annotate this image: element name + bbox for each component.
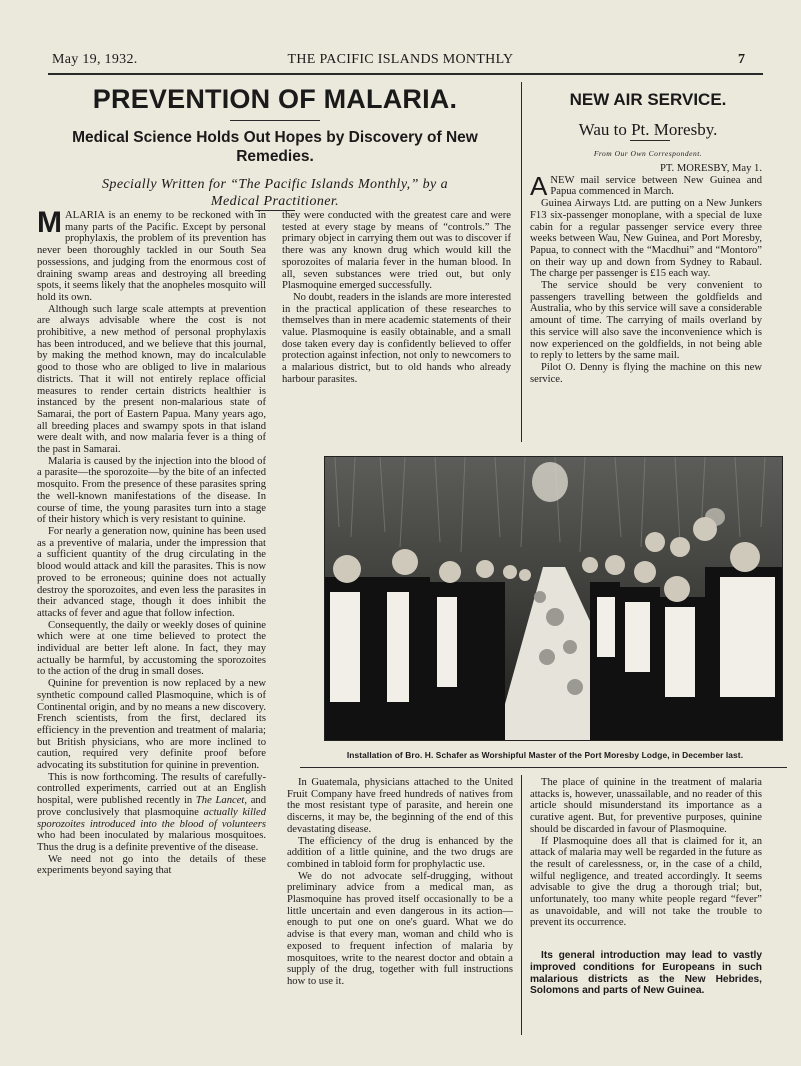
concluding-paragraph: Its general introduction may lead to vastly improved conditions for Europeans in such malarious districts as the New Hebrides, Solomons and parts of New Guinea. bbox=[530, 950, 762, 997]
malaria-column-2 bbox=[282, 210, 511, 438]
malaria-column-4 bbox=[530, 777, 762, 927]
page-number: 7 bbox=[738, 52, 746, 67]
malaria-column-1 bbox=[37, 210, 266, 1042]
drop-cap: M bbox=[37, 210, 62, 239]
header-rule bbox=[48, 73, 763, 75]
paragraph: The service should be very convenient to passengers travelling between the goldfields and Australia, who by this service will save a considerable amount of time. The carrying of mails overland by this service will also save the inconvenience which is now experienced on the goldfields, in not being able to reply to letters by the same mail. bbox=[530, 280, 762, 362]
paragraph: Quinine for prevention is now replaced by a new synthetic compound called Plasmoquine, which is of Continental origin, and by no means a new discovery. French scientists, from the first, declared its efficiency in the prevention and treatment of malaria; but British physicians, who are more inclined to caution, required very definite proof before advocating its substitution for quinine in prevention. bbox=[37, 678, 266, 772]
paragraph: Malaria is caused by the injection into the blood of a parasite—the sporozoite—by the bite of an infected mosquito. From the presence of these parasites spring the well-known manifestations of the disease. In course of time, the young parasites turn into a stage of their history which is very resistant to quinine. bbox=[37, 455, 266, 526]
correspondent-credit: From Our Own Correspondent. bbox=[593, 149, 703, 158]
paragraph: We need not go into the details of these experiments beyond saying that bbox=[37, 853, 266, 877]
byline-line: Specially Written for “The Pacific Islands Monthly,” by a bbox=[102, 177, 448, 192]
paragraph-text: , and prove conclusively that plasmoquine bbox=[37, 795, 266, 818]
caption-rule bbox=[300, 767, 787, 768]
paragraph: For nearly a generation now, quinine has been used as a preventive of malaria, under the impression that a sufficient quantity of the drug circulating in the blood would attack and kill the parasites. This is now proved to be erroneous; quinine does not actually destroy the sporozoites, and even less the parasites in their advanced stage, though it does inhibit the attacks of fever and ague that follow infection. bbox=[37, 525, 266, 619]
air-article-body bbox=[530, 163, 762, 438]
paragraph bbox=[37, 210, 266, 304]
issue-date: May 19, 1932. bbox=[52, 52, 138, 67]
subtitle-line: Medical Science Holds Out Hopes by Discovery of New bbox=[72, 129, 478, 146]
lodge-installation-photo bbox=[324, 456, 783, 741]
byline-line: Medical Practitioner. bbox=[210, 194, 340, 209]
photo-caption: Installation of Bro. H. Schafer as Worshipful Master of the Port Moresby Lodge, in December last. bbox=[346, 750, 744, 760]
subtitle-line: Remedies. bbox=[236, 148, 314, 165]
paragraph: In Guatemala, physicians attached to the United Fruit Company have freed hundreds of natives from the most resistant type of parasite, and herein one discerns, it may be, the beginning of the end of this devastating disease. bbox=[287, 777, 513, 835]
paragraph: We do not advocate self-drugging, without preliminary advice from a medical man, as Plasmoquine has proved itself occasionally to be a little uncertain and even dangerous in its action—enough to put one on one's guard. What we do advise is that every man, woman and child who is exposed to frequent infection of malaria by mosquitoes, write to the nearest doctor and obtain a supply of the drug, together with full instructions how to use it. bbox=[287, 870, 513, 987]
column-divider-bottom bbox=[521, 775, 522, 1035]
paragraph: The efficiency of the drug is enhanced by the addition of a little quinine, and the two drugs are combined in tabloid form for prophylactic use. bbox=[287, 835, 513, 870]
air-article-title: NEW AIR SERVICE. bbox=[569, 90, 727, 109]
article-title: PREVENTION OF MALARIA. bbox=[92, 84, 458, 114]
drop-cap: A bbox=[530, 170, 548, 201]
paragraph: they were conducted with the greatest care and were tested at every stage by means of “controls.” The primary object in carrying them out was to discover if there was any known drug which would kill the sporozoites of malaria fever in the human blood. In all, seven substances were tried out, but only Plasmoquine emerged successfully. bbox=[282, 210, 511, 292]
paragraph: Consequently, the daily or weekly doses of quinine which were at one time believed to protect the individual are better left alone. In fact, they may actually be harmful, by accustoming the sporozoites to the action of the drug in small doses. bbox=[37, 619, 266, 678]
photo-illustration bbox=[325, 457, 782, 740]
paragraph: Although such large scale attempts at prevention are always advisable where the cost is not prohibitive, a new method of personal prophylaxis has been introduced, and we believe that this journal, by making the method known, may do incalculable good to those who are obliged to live in malarious districts. That it will not entirely replace official measures to render certain districts healthier is instanced by the present non-malarious state of Samarai, the port of Eastern Papua. Many years ago, all breeding places and swampy spots in that island were dealt with, and now malaria fever is a thing of the past in Samarai. bbox=[37, 303, 266, 456]
paragraph: Pilot O. Denny is flying the machine on this new service. bbox=[530, 361, 762, 385]
dateline: PT. MORESBY, May 1. bbox=[659, 163, 762, 174]
paragraph: Guinea Airways Ltd. are putting on a New Junkers F13 six-passenger monoplane, with a special de luxe cabin for a regular passenger service every three weeks between Wau, New Guinea, and Port Moresby, Papua, to connect with the “Macdhui” and “Montoro” on their way up and down from Sydney to Rabaul. The charge per passenger is £15 each way. bbox=[530, 198, 762, 280]
malaria-column-3 bbox=[287, 777, 513, 1039]
paragraph-text: ALARIA is an enemy to be reckoned with in many parts of the Pacific. Except by personal prophylaxis, the problem of its prevention has never been thoroughly tackled in our South Sea possessions, and judging from the enormous cost of draining swamp areas and destroying all breeding spots, it seems likely that the anopheles mosquito will hold its own. bbox=[37, 210, 266, 303]
article-subtitle bbox=[40, 128, 510, 166]
paragraph: If Plasmoquine does all that is claimed for it, an attack of malaria may well be regarded in the future as the result of carelessness, or, in the case of a child, wilful negligence, and treated accordingly. It seems advisable to give the drug a thorough trial; but, unfortunately, too many white people regard “fever” as unavoidable, and will not take the trouble to prevent its occurrence. bbox=[530, 835, 762, 927]
paragraph: No doubt, readers in the islands are more interested in the practical application of these researches to themselves than in mere academic statements of their value. Plasmoquine is easily obtainable, and a small dose taken every day is confidently believed to offer protection against infection, not only to newcomers to a malarious district, but to old hands who already harbour parasites. bbox=[282, 291, 511, 385]
paragraph: The place of quinine in the treatment of malaria attacks is, however, unassailable, and no reader of this article should misunderstand its importance as a curative agent. But, for preventive purposes, quinine should be discarded in favour of Plasmoquine. bbox=[530, 777, 762, 835]
paragraph bbox=[37, 772, 266, 854]
title-rule bbox=[230, 120, 320, 121]
air-title-rule bbox=[630, 140, 670, 141]
journal-name: The Lancet bbox=[195, 795, 245, 807]
paragraph-text: NEW mail service between New Guinea and Papua commenced in March. bbox=[550, 174, 762, 198]
paragraph-text: This is now forthcoming. The results of carefully-controlled experiments, carried out at an English hospital, were published recently in bbox=[37, 771, 266, 807]
malaria-conclusion bbox=[530, 950, 762, 1040]
emphasis-text: actually killed sporozoites introduced into the blood of volunteers bbox=[37, 806, 266, 830]
publication-title: THE PACIFIC ISLANDS MONTHLY bbox=[287, 52, 514, 67]
paragraph bbox=[530, 170, 762, 201]
article-divider bbox=[521, 82, 522, 442]
air-article-subtitle: Wau to Pt. Moresby. bbox=[578, 120, 718, 139]
paragraph-text: who had been inoculated by malarious mosquitoes. Thus the drug is a definite preventive of the disease. bbox=[37, 830, 266, 853]
article-byline bbox=[40, 176, 510, 210]
